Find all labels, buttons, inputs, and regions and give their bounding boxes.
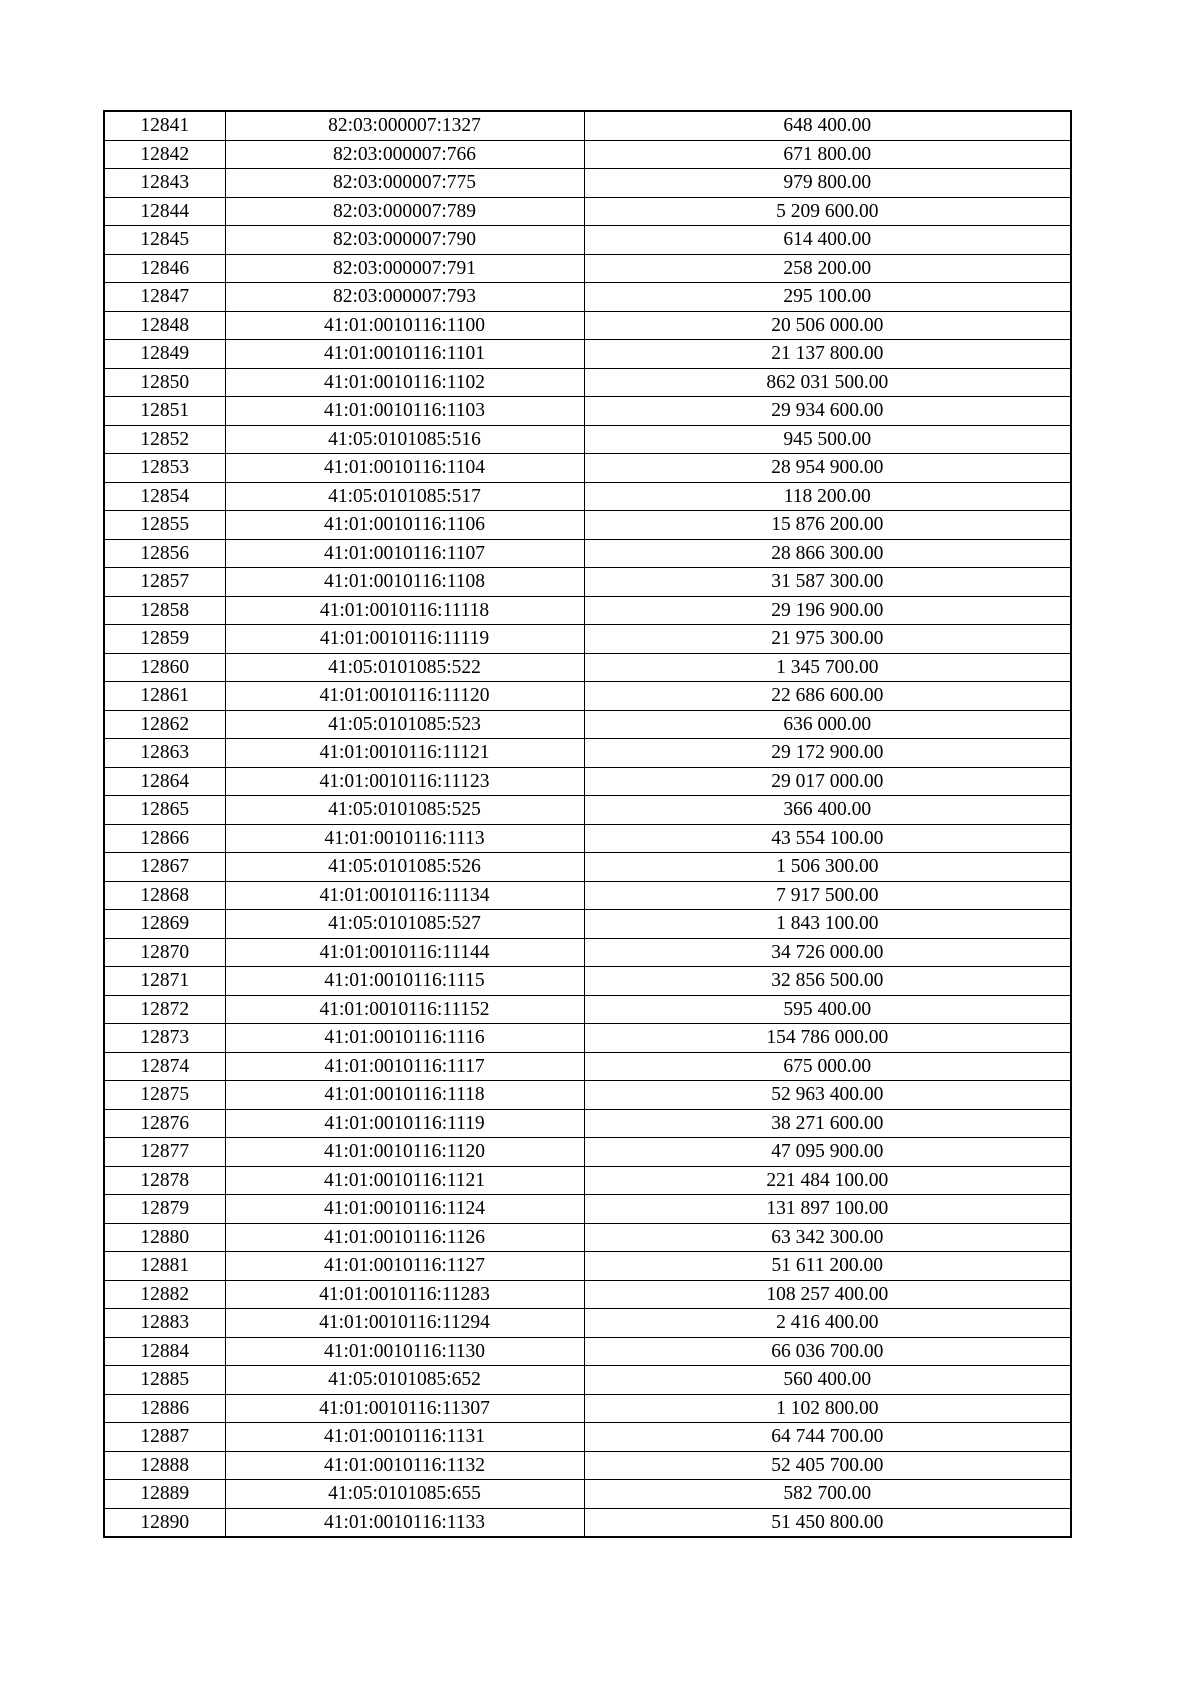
table-row bbox=[104, 881, 1071, 910]
table-row bbox=[104, 1195, 1071, 1224]
cadastral-number-cell: 41:01:0010116:1121 bbox=[225, 1166, 584, 1195]
cadastral-value-cell: 1 102 800.00 bbox=[584, 1394, 1071, 1423]
cadastral-number-cell: 41:05:0101085:517 bbox=[225, 482, 584, 511]
table-row bbox=[104, 1423, 1071, 1452]
table-row bbox=[104, 853, 1071, 882]
cadastral-number-cell: 41:01:0010116:1133 bbox=[225, 1508, 584, 1537]
cadastral-value-cell: 64 744 700.00 bbox=[584, 1423, 1071, 1452]
cadastral-number-cell: 41:05:0101085:522 bbox=[225, 653, 584, 682]
cadastral-number-cell: 41:01:0010116:1107 bbox=[225, 539, 584, 568]
row-number-cell: 12859 bbox=[104, 625, 225, 654]
table-row bbox=[104, 197, 1071, 226]
row-number-cell: 12862 bbox=[104, 710, 225, 739]
cadastral-value-cell: 1 506 300.00 bbox=[584, 853, 1071, 882]
row-number-cell: 12890 bbox=[104, 1508, 225, 1537]
cadastral-number-cell: 41:01:0010116:1120 bbox=[225, 1138, 584, 1167]
cadastral-number-cell: 41:01:0010116:1104 bbox=[225, 454, 584, 483]
row-number-cell: 12844 bbox=[104, 197, 225, 226]
cadastral-value-cell: 29 017 000.00 bbox=[584, 767, 1071, 796]
cadastral-number-cell: 41:01:0010116:1101 bbox=[225, 340, 584, 369]
cadastral-number-cell: 41:05:0101085:516 bbox=[225, 425, 584, 454]
cadastral-value-cell: 258 200.00 bbox=[584, 254, 1071, 283]
cadastral-value-cell: 671 800.00 bbox=[584, 140, 1071, 169]
cadastral-value-cell: 675 000.00 bbox=[584, 1052, 1071, 1081]
cadastral-value-cell: 221 484 100.00 bbox=[584, 1166, 1071, 1195]
cadastral-number-cell: 41:05:0101085:655 bbox=[225, 1480, 584, 1509]
table-row bbox=[104, 1337, 1071, 1366]
cadastral-value-cell: 63 342 300.00 bbox=[584, 1223, 1071, 1252]
cadastral-number-cell: 82:03:000007:793 bbox=[225, 283, 584, 312]
table-row bbox=[104, 226, 1071, 255]
cadastral-number-cell: 41:01:0010116:1118 bbox=[225, 1081, 584, 1110]
cadastral-value-cell: 7 917 500.00 bbox=[584, 881, 1071, 910]
cadastral-number-cell: 41:01:0010116:1119 bbox=[225, 1109, 584, 1138]
cadastral-number-cell: 82:03:000007:790 bbox=[225, 226, 584, 255]
row-number-cell: 12873 bbox=[104, 1024, 225, 1053]
row-number-cell: 12846 bbox=[104, 254, 225, 283]
cadastral-value-cell: 52 963 400.00 bbox=[584, 1081, 1071, 1110]
cadastral-number-cell: 41:01:0010116:11152 bbox=[225, 995, 584, 1024]
row-number-cell: 12843 bbox=[104, 169, 225, 198]
cadastral-value-cell: 21 975 300.00 bbox=[584, 625, 1071, 654]
row-number-cell: 12857 bbox=[104, 568, 225, 597]
row-number-cell: 12866 bbox=[104, 824, 225, 853]
cadastral-value-cell: 34 726 000.00 bbox=[584, 938, 1071, 967]
table-row bbox=[104, 938, 1071, 967]
cadastral-number-cell: 41:01:0010116:1108 bbox=[225, 568, 584, 597]
table-row bbox=[104, 425, 1071, 454]
row-number-cell: 12865 bbox=[104, 796, 225, 825]
cadastral-number-cell: 82:03:000007:1327 bbox=[225, 111, 584, 140]
row-number-cell: 12841 bbox=[104, 111, 225, 140]
cadastral-value-cell: 32 856 500.00 bbox=[584, 967, 1071, 996]
row-number-cell: 12874 bbox=[104, 1052, 225, 1081]
row-number-cell: 12869 bbox=[104, 910, 225, 939]
table-row bbox=[104, 539, 1071, 568]
row-number-cell: 12881 bbox=[104, 1252, 225, 1281]
row-number-cell: 12858 bbox=[104, 596, 225, 625]
table-row bbox=[104, 710, 1071, 739]
cadastral-value-cell: 43 554 100.00 bbox=[584, 824, 1071, 853]
cadastral-value-cell: 28 866 300.00 bbox=[584, 539, 1071, 568]
table-row bbox=[104, 283, 1071, 312]
table-row bbox=[104, 596, 1071, 625]
cadastral-number-cell: 41:01:0010116:11119 bbox=[225, 625, 584, 654]
table-row bbox=[104, 995, 1071, 1024]
table-body bbox=[104, 111, 1071, 1537]
cadastral-value-cell: 595 400.00 bbox=[584, 995, 1071, 1024]
row-number-cell: 12870 bbox=[104, 938, 225, 967]
table-row bbox=[104, 682, 1071, 711]
table-row bbox=[104, 454, 1071, 483]
cadastral-value-cell: 29 172 900.00 bbox=[584, 739, 1071, 768]
table-row bbox=[104, 1081, 1071, 1110]
cadastral-number-cell: 82:03:000007:766 bbox=[225, 140, 584, 169]
cadastral-number-cell: 82:03:000007:789 bbox=[225, 197, 584, 226]
row-number-cell: 12867 bbox=[104, 853, 225, 882]
table-row bbox=[104, 482, 1071, 511]
row-number-cell: 12882 bbox=[104, 1280, 225, 1309]
table-row bbox=[104, 397, 1071, 426]
cadastral-number-cell: 82:03:000007:775 bbox=[225, 169, 584, 198]
row-number-cell: 12888 bbox=[104, 1451, 225, 1480]
row-number-cell: 12860 bbox=[104, 653, 225, 682]
table-row bbox=[104, 824, 1071, 853]
row-number-cell: 12856 bbox=[104, 539, 225, 568]
cadastral-number-cell: 41:01:0010116:1102 bbox=[225, 368, 584, 397]
cadastral-value-cell: 131 897 100.00 bbox=[584, 1195, 1071, 1224]
cadastral-value-cell: 118 200.00 bbox=[584, 482, 1071, 511]
table-row bbox=[104, 1394, 1071, 1423]
table-row bbox=[104, 1166, 1071, 1195]
row-number-cell: 12880 bbox=[104, 1223, 225, 1252]
cadastral-number-cell: 82:03:000007:791 bbox=[225, 254, 584, 283]
cadastral-value-cell: 22 686 600.00 bbox=[584, 682, 1071, 711]
cadastral-value-cell: 366 400.00 bbox=[584, 796, 1071, 825]
row-number-cell: 12868 bbox=[104, 881, 225, 910]
cadastral-value-cell: 29 934 600.00 bbox=[584, 397, 1071, 426]
cadastral-value-cell: 154 786 000.00 bbox=[584, 1024, 1071, 1053]
cadastral-number-cell: 41:01:0010116:11294 bbox=[225, 1309, 584, 1338]
table-row bbox=[104, 1252, 1071, 1281]
cadastral-number-cell: 41:01:0010116:1116 bbox=[225, 1024, 584, 1053]
cadastral-value-cell: 29 196 900.00 bbox=[584, 596, 1071, 625]
table-row bbox=[104, 653, 1071, 682]
row-number-cell: 12852 bbox=[104, 425, 225, 454]
cadastral-number-cell: 41:01:0010116:1126 bbox=[225, 1223, 584, 1252]
table-row bbox=[104, 967, 1071, 996]
cadastral-value-cell: 51 450 800.00 bbox=[584, 1508, 1071, 1537]
table-row bbox=[104, 1280, 1071, 1309]
cadastral-value-cell: 51 611 200.00 bbox=[584, 1252, 1071, 1281]
table-row bbox=[104, 1024, 1071, 1053]
cadastral-value-cell: 52 405 700.00 bbox=[584, 1451, 1071, 1480]
row-number-cell: 12887 bbox=[104, 1423, 225, 1452]
row-number-cell: 12861 bbox=[104, 682, 225, 711]
cadastral-value-cell: 31 587 300.00 bbox=[584, 568, 1071, 597]
cadastral-number-cell: 41:01:0010116:11307 bbox=[225, 1394, 584, 1423]
table-row bbox=[104, 739, 1071, 768]
table-row bbox=[104, 1366, 1071, 1395]
table-row bbox=[104, 311, 1071, 340]
cadastral-number-cell: 41:01:0010116:11121 bbox=[225, 739, 584, 768]
cadastral-value-cell: 945 500.00 bbox=[584, 425, 1071, 454]
table-row bbox=[104, 169, 1071, 198]
cadastral-number-cell: 41:01:0010116:1127 bbox=[225, 1252, 584, 1281]
row-number-cell: 12848 bbox=[104, 311, 225, 340]
cadastral-value-cell: 614 400.00 bbox=[584, 226, 1071, 255]
table-row bbox=[104, 767, 1071, 796]
cadastral-value-cell: 979 800.00 bbox=[584, 169, 1071, 198]
table-row bbox=[104, 368, 1071, 397]
cadastral-value-cell: 5 209 600.00 bbox=[584, 197, 1071, 226]
cadastral-value-cell: 28 954 900.00 bbox=[584, 454, 1071, 483]
table-row bbox=[104, 1109, 1071, 1138]
cadastral-number-cell: 41:01:0010116:1113 bbox=[225, 824, 584, 853]
row-number-cell: 12889 bbox=[104, 1480, 225, 1509]
cadastral-value-cell: 108 257 400.00 bbox=[584, 1280, 1071, 1309]
cadastral-value-cell: 47 095 900.00 bbox=[584, 1138, 1071, 1167]
cadastral-number-cell: 41:01:0010116:1100 bbox=[225, 311, 584, 340]
row-number-cell: 12884 bbox=[104, 1337, 225, 1366]
row-number-cell: 12883 bbox=[104, 1309, 225, 1338]
cadastral-value-cell: 21 137 800.00 bbox=[584, 340, 1071, 369]
table-row bbox=[104, 1052, 1071, 1081]
cadastral-number-cell: 41:01:0010116:11120 bbox=[225, 682, 584, 711]
row-number-cell: 12851 bbox=[104, 397, 225, 426]
cadastral-number-cell: 41:05:0101085:526 bbox=[225, 853, 584, 882]
table-row bbox=[104, 1138, 1071, 1167]
cadastral-value-cell: 862 031 500.00 bbox=[584, 368, 1071, 397]
table-row bbox=[104, 1508, 1071, 1537]
cadastral-value-cell: 1 345 700.00 bbox=[584, 653, 1071, 682]
table-row bbox=[104, 111, 1071, 140]
cadastral-value-cell: 1 843 100.00 bbox=[584, 910, 1071, 939]
table-row bbox=[104, 625, 1071, 654]
cadastral-number-cell: 41:01:0010116:1130 bbox=[225, 1337, 584, 1366]
row-number-cell: 12886 bbox=[104, 1394, 225, 1423]
cadastral-value-cell: 560 400.00 bbox=[584, 1366, 1071, 1395]
cadastral-number-cell: 41:01:0010116:1117 bbox=[225, 1052, 584, 1081]
table-row bbox=[104, 340, 1071, 369]
cadastral-value-cell: 66 036 700.00 bbox=[584, 1337, 1071, 1366]
cadastral-value-cell: 582 700.00 bbox=[584, 1480, 1071, 1509]
table-row bbox=[104, 910, 1071, 939]
table-row bbox=[104, 1480, 1071, 1509]
row-number-cell: 12877 bbox=[104, 1138, 225, 1167]
row-number-cell: 12854 bbox=[104, 482, 225, 511]
row-number-cell: 12855 bbox=[104, 511, 225, 540]
cadastral-number-cell: 41:05:0101085:652 bbox=[225, 1366, 584, 1395]
cadastral-value-cell: 20 506 000.00 bbox=[584, 311, 1071, 340]
row-number-cell: 12885 bbox=[104, 1366, 225, 1395]
cadastral-number-cell: 41:05:0101085:523 bbox=[225, 710, 584, 739]
cadastral-number-cell: 41:05:0101085:525 bbox=[225, 796, 584, 825]
table-row bbox=[104, 511, 1071, 540]
cadastral-number-cell: 41:01:0010116:1103 bbox=[225, 397, 584, 426]
cadastral-number-cell: 41:01:0010116:1131 bbox=[225, 1423, 584, 1452]
cadastral-number-cell: 41:01:0010116:1115 bbox=[225, 967, 584, 996]
table-row bbox=[104, 1223, 1071, 1252]
cadastral-number-cell: 41:01:0010116:11283 bbox=[225, 1280, 584, 1309]
cadastral-number-cell: 41:01:0010116:11144 bbox=[225, 938, 584, 967]
row-number-cell: 12879 bbox=[104, 1195, 225, 1224]
cadastral-number-cell: 41:01:0010116:11134 bbox=[225, 881, 584, 910]
cadastral-value-cell: 38 271 600.00 bbox=[584, 1109, 1071, 1138]
cadastral-number-cell: 41:01:0010116:1124 bbox=[225, 1195, 584, 1224]
cadastral-number-cell: 41:05:0101085:527 bbox=[225, 910, 584, 939]
row-number-cell: 12842 bbox=[104, 140, 225, 169]
row-number-cell: 12878 bbox=[104, 1166, 225, 1195]
cadastral-number-cell: 41:01:0010116:1106 bbox=[225, 511, 584, 540]
row-number-cell: 12871 bbox=[104, 967, 225, 996]
row-number-cell: 12853 bbox=[104, 454, 225, 483]
table-row bbox=[104, 140, 1071, 169]
row-number-cell: 12875 bbox=[104, 1081, 225, 1110]
row-number-cell: 12849 bbox=[104, 340, 225, 369]
table-row bbox=[104, 254, 1071, 283]
row-number-cell: 12876 bbox=[104, 1109, 225, 1138]
cadastral-number-cell: 41:01:0010116:11118 bbox=[225, 596, 584, 625]
cadastral-value-table bbox=[103, 110, 1072, 1538]
table-row bbox=[104, 1451, 1071, 1480]
row-number-cell: 12864 bbox=[104, 767, 225, 796]
row-number-cell: 12847 bbox=[104, 283, 225, 312]
cadastral-value-cell: 2 416 400.00 bbox=[584, 1309, 1071, 1338]
table-row bbox=[104, 796, 1071, 825]
row-number-cell: 12872 bbox=[104, 995, 225, 1024]
cadastral-value-cell: 295 100.00 bbox=[584, 283, 1071, 312]
row-number-cell: 12863 bbox=[104, 739, 225, 768]
cadastral-number-cell: 41:01:0010116:11123 bbox=[225, 767, 584, 796]
row-number-cell: 12850 bbox=[104, 368, 225, 397]
cadastral-value-cell: 15 876 200.00 bbox=[584, 511, 1071, 540]
table-row bbox=[104, 568, 1071, 597]
cadastral-value-cell: 648 400.00 bbox=[584, 111, 1071, 140]
cadastral-value-cell: 636 000.00 bbox=[584, 710, 1071, 739]
cadastral-number-cell: 41:01:0010116:1132 bbox=[225, 1451, 584, 1480]
table-row bbox=[104, 1309, 1071, 1338]
row-number-cell: 12845 bbox=[104, 226, 225, 255]
